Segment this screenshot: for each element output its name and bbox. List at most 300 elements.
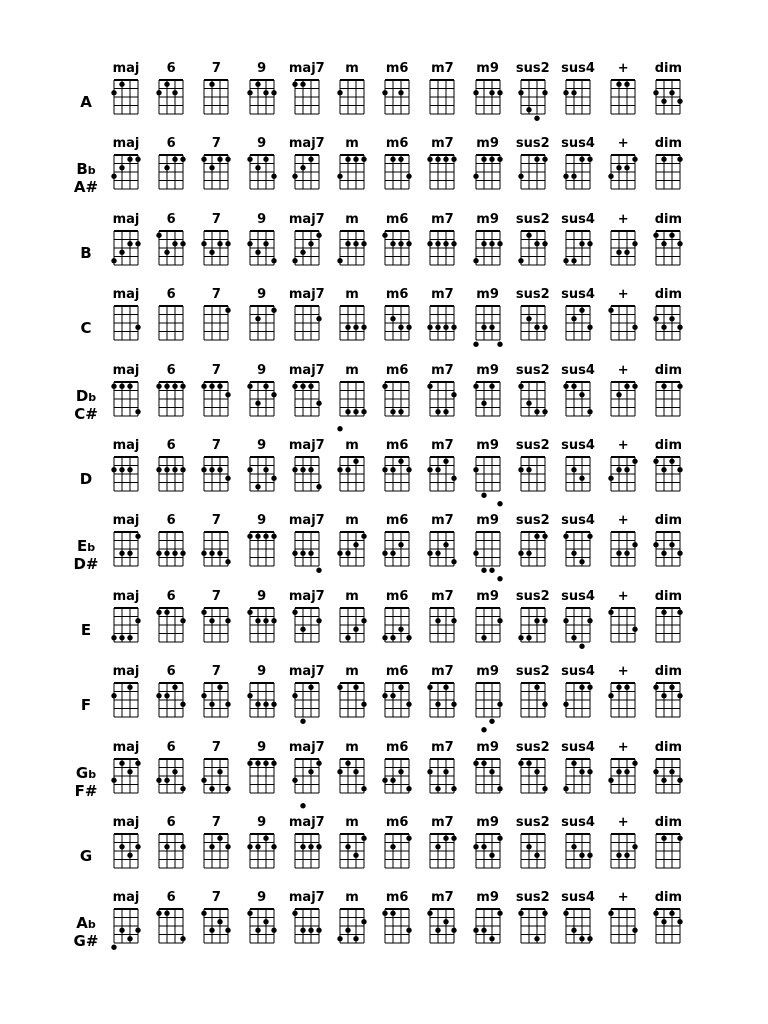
fretboard-grid xyxy=(382,154,412,192)
root-label: Db C# xyxy=(74,386,98,423)
chord-quality-header: maj7 xyxy=(288,739,325,755)
finger-dot xyxy=(670,316,675,321)
chord-diagram xyxy=(653,758,683,796)
fretboard-grid xyxy=(337,531,367,569)
finger-dot xyxy=(247,911,252,916)
finger-dot xyxy=(119,551,124,556)
finger-dot xyxy=(616,467,621,472)
finger-dot xyxy=(271,392,276,397)
finger-dot xyxy=(398,685,403,690)
finger-dot xyxy=(271,618,276,623)
fretboard-grid xyxy=(156,456,186,494)
finger-dot xyxy=(271,476,276,481)
finger-dot xyxy=(662,836,667,841)
finger-dot xyxy=(226,618,231,623)
finger-dot xyxy=(497,157,502,162)
fretboard-grid xyxy=(653,230,683,268)
chord-quality-header: m9 xyxy=(476,438,499,453)
chord-quality-header: m7 xyxy=(431,211,454,227)
finger-dot xyxy=(300,82,305,87)
chord-quality-header: + xyxy=(617,815,629,830)
finger-dot xyxy=(518,90,523,95)
root-label: Bb A# xyxy=(73,160,99,197)
finger-dot xyxy=(489,853,494,858)
finger-dot xyxy=(361,836,366,841)
chord-quality-header: 7 xyxy=(211,739,221,755)
fretboard-grid xyxy=(427,79,457,117)
chord-diagram xyxy=(156,833,186,871)
finger-dot xyxy=(337,258,342,263)
finger-dot xyxy=(489,325,494,330)
root-label: E xyxy=(80,620,92,639)
fretboard-grid xyxy=(518,381,548,419)
fretboard-grid xyxy=(427,531,457,569)
finger-dot xyxy=(292,467,297,472)
finger-dot xyxy=(608,693,613,698)
chord-diagram xyxy=(382,456,412,494)
finger-dot xyxy=(452,476,457,481)
finger-dot xyxy=(563,383,568,388)
finger-dot xyxy=(624,249,629,254)
chord-quality-header: dim xyxy=(654,890,683,906)
chord-quality-header: dim xyxy=(654,513,683,529)
finger-dot xyxy=(518,760,523,765)
finger-dot xyxy=(135,157,140,162)
chord-quality-header: sus2 xyxy=(515,61,550,76)
finger-dot xyxy=(292,383,297,388)
chord-diagram xyxy=(337,607,367,645)
finger-dot xyxy=(534,241,539,246)
finger-dot xyxy=(406,325,411,330)
finger-dot xyxy=(247,534,252,539)
finger-dot xyxy=(444,157,449,162)
finger-dot xyxy=(111,258,116,263)
finger-dot xyxy=(135,241,140,246)
chord-diagram xyxy=(427,908,457,946)
finger-dot xyxy=(662,609,667,614)
finger-dot xyxy=(353,409,358,414)
finger-dot xyxy=(255,165,260,170)
finger-dot xyxy=(127,936,132,941)
finger-dot xyxy=(436,844,441,849)
finger-dot xyxy=(263,760,268,765)
finger-dot xyxy=(247,157,252,162)
fretboard-grid xyxy=(608,531,638,569)
finger-dot xyxy=(263,241,268,246)
finger-dot xyxy=(210,82,215,87)
finger-dot xyxy=(563,618,568,623)
fretboard-grid xyxy=(608,230,638,268)
fretboard-grid xyxy=(382,758,412,796)
finger-dot xyxy=(662,693,667,698)
finger-dot xyxy=(579,643,584,648)
finger-dot xyxy=(271,760,276,765)
finger-dot xyxy=(353,685,358,690)
chord-quality-header: 7 xyxy=(211,890,221,906)
finger-dot xyxy=(202,911,207,916)
finger-dot xyxy=(111,945,116,950)
root-label: C xyxy=(80,319,92,338)
finger-dot xyxy=(481,928,486,933)
finger-dot xyxy=(271,702,276,707)
chord-diagram xyxy=(156,79,186,117)
chord-diagram xyxy=(247,758,277,796)
fretboard-grid xyxy=(292,154,322,192)
chord-diagram xyxy=(473,456,503,494)
chord-quality-header: 9 xyxy=(257,664,267,680)
finger-dot xyxy=(632,760,637,765)
fretboard-grid xyxy=(518,833,548,871)
fretboard-grid xyxy=(337,230,367,268)
finger-dot xyxy=(473,760,478,765)
finger-dot xyxy=(255,844,260,849)
chord-quality-header: sus2 xyxy=(515,739,550,755)
fretboard-grid xyxy=(201,908,231,946)
finger-dot xyxy=(542,409,547,414)
finger-dot xyxy=(390,693,395,698)
finger-dot xyxy=(202,383,207,388)
finger-dot xyxy=(428,769,433,774)
finger-dot xyxy=(390,844,395,849)
chord-quality-header: sus4 xyxy=(561,362,595,378)
finger-dot xyxy=(337,685,342,690)
chord-diagram xyxy=(292,154,322,192)
finger-dot xyxy=(571,467,576,472)
chord-quality-header: m xyxy=(345,362,359,378)
finger-dot xyxy=(247,844,252,849)
fretboard-grid xyxy=(653,79,683,117)
finger-dot xyxy=(135,760,140,765)
fretboard-grid xyxy=(382,305,412,343)
chord-diagram xyxy=(111,456,141,494)
fretboard-grid xyxy=(111,456,141,494)
fretboard-grid xyxy=(292,456,322,494)
finger-dot xyxy=(444,459,449,464)
fretboard-grid xyxy=(473,607,503,645)
chord-diagram xyxy=(563,908,593,946)
finger-dot xyxy=(497,241,502,246)
chord-diagram xyxy=(473,154,503,192)
chord-quality-header: m xyxy=(345,890,359,906)
fretboard-grid xyxy=(608,758,638,796)
finger-dot xyxy=(406,241,411,246)
finger-dot xyxy=(390,241,395,246)
finger-dot xyxy=(670,911,675,916)
chord-quality-header: m7 xyxy=(431,287,454,303)
finger-dot xyxy=(210,928,215,933)
chord-diagram xyxy=(247,833,277,871)
chord-diagram xyxy=(563,531,593,569)
chord-quality-header: m xyxy=(345,287,359,303)
chord-diagram xyxy=(156,456,186,494)
chord-quality-header: 7 xyxy=(211,61,221,76)
finger-dot xyxy=(534,409,539,414)
finger-dot xyxy=(180,467,185,472)
chord-diagram xyxy=(563,758,593,796)
chord-quality-header: + xyxy=(617,890,629,906)
chord-diagram xyxy=(608,758,638,796)
chord-quality-header: 7 xyxy=(211,362,221,378)
finger-dot xyxy=(624,82,629,87)
chord-diagram xyxy=(608,381,638,419)
chord-diagram xyxy=(201,908,231,946)
finger-dot xyxy=(156,90,161,95)
fretboard-grid xyxy=(156,682,186,720)
finger-dot xyxy=(563,534,568,539)
finger-dot xyxy=(316,760,321,765)
chord-diagram xyxy=(382,154,412,192)
fretboard-grid xyxy=(473,758,503,796)
chord-diagram xyxy=(382,381,412,419)
chord-diagram xyxy=(201,607,231,645)
chord-diagram xyxy=(247,230,277,268)
finger-dot xyxy=(534,769,539,774)
chord-quality-header: m7 xyxy=(431,664,454,680)
finger-dot xyxy=(526,316,531,321)
fretboard-grid xyxy=(201,531,231,569)
finger-dot xyxy=(180,844,185,849)
chord-diagram xyxy=(337,531,367,569)
chord-diagram xyxy=(201,305,231,343)
fretboard-grid xyxy=(292,531,322,569)
finger-dot xyxy=(481,325,486,330)
fretboard-grid xyxy=(111,758,141,796)
chord-diagram xyxy=(473,908,503,946)
finger-dot xyxy=(210,467,215,472)
finger-dot xyxy=(172,157,177,162)
finger-dot xyxy=(316,928,321,933)
fretboard-grid xyxy=(653,305,683,343)
chord-diagram xyxy=(111,908,141,946)
chord-diagram xyxy=(201,531,231,569)
chord-diagram xyxy=(201,682,231,720)
fretboard-grid xyxy=(247,908,277,946)
finger-dot xyxy=(542,241,547,246)
finger-dot xyxy=(398,241,403,246)
finger-dot xyxy=(571,551,576,556)
finger-dot xyxy=(345,551,350,556)
fretboard-grid xyxy=(563,682,593,720)
finger-dot xyxy=(481,157,486,162)
finger-dot xyxy=(172,551,177,556)
chord-quality-header: m7 xyxy=(431,890,454,906)
chord-quality-header: maj7 xyxy=(288,588,325,604)
chord-diagram xyxy=(518,758,548,796)
chord-diagram xyxy=(247,682,277,720)
finger-dot xyxy=(452,325,457,330)
finger-dot xyxy=(382,777,387,782)
finger-dot xyxy=(632,325,637,330)
fretboard-grid xyxy=(473,381,503,419)
fretboard-grid xyxy=(111,607,141,645)
fretboard-grid xyxy=(473,456,503,494)
finger-dot xyxy=(497,501,502,506)
finger-dot xyxy=(497,702,502,707)
fretboard-grid xyxy=(156,607,186,645)
finger-dot xyxy=(534,157,539,162)
finger-dot xyxy=(180,241,185,246)
finger-dot xyxy=(526,635,531,640)
finger-dot xyxy=(662,99,667,104)
chord-quality-header: dim xyxy=(654,664,683,680)
finger-dot xyxy=(255,400,260,405)
finger-dot xyxy=(587,618,592,623)
root-label: Ab G# xyxy=(73,914,99,951)
chord-quality-header: maj xyxy=(112,362,140,378)
finger-dot xyxy=(390,777,395,782)
chord-quality-header: 9 xyxy=(257,287,267,303)
fretboard-grid xyxy=(156,531,186,569)
finger-dot xyxy=(218,919,223,924)
fretboard-grid xyxy=(653,682,683,720)
chord-diagram xyxy=(292,908,322,946)
fretboard-grid xyxy=(382,456,412,494)
finger-dot xyxy=(624,853,629,858)
fretboard-grid xyxy=(292,79,322,117)
finger-dot xyxy=(337,551,342,556)
chord-diagram xyxy=(608,531,638,569)
chord-quality-header: m xyxy=(345,438,359,453)
fretboard-grid xyxy=(608,682,638,720)
finger-dot xyxy=(164,911,169,916)
finger-dot xyxy=(444,241,449,246)
finger-dot xyxy=(542,786,547,791)
fretboard-grid xyxy=(608,305,638,343)
chord-quality-header: sus4 xyxy=(561,287,595,303)
finger-dot xyxy=(436,928,441,933)
finger-dot xyxy=(164,844,169,849)
fretboard-grid xyxy=(337,305,367,343)
finger-dot xyxy=(662,777,667,782)
chord-diagram xyxy=(111,154,141,192)
chord-quality-header: + xyxy=(617,588,629,604)
finger-dot xyxy=(662,157,667,162)
finger-dot xyxy=(526,400,531,405)
fretboard-grid xyxy=(382,381,412,419)
finger-dot xyxy=(390,551,395,556)
fretboard-grid xyxy=(563,79,593,117)
finger-dot xyxy=(255,534,260,539)
finger-dot xyxy=(119,82,124,87)
finger-dot xyxy=(316,232,321,237)
fretboard-grid xyxy=(201,230,231,268)
finger-dot xyxy=(654,542,659,547)
finger-dot xyxy=(119,635,124,640)
fretboard-grid xyxy=(337,456,367,494)
finger-dot xyxy=(608,308,613,313)
chord-quality-header: 6 xyxy=(166,136,176,152)
finger-dot xyxy=(563,258,568,263)
finger-dot xyxy=(406,928,411,933)
finger-dot xyxy=(608,911,613,916)
finger-dot xyxy=(353,241,358,246)
finger-dot xyxy=(624,383,629,388)
finger-dot xyxy=(518,911,523,916)
finger-dot xyxy=(390,635,395,640)
finger-dot xyxy=(119,467,124,472)
finger-dot xyxy=(678,99,683,104)
finger-dot xyxy=(111,635,116,640)
finger-dot xyxy=(497,836,502,841)
finger-dot xyxy=(210,165,215,170)
finger-dot xyxy=(518,551,523,556)
finger-dot xyxy=(481,568,486,573)
finger-dot xyxy=(654,316,659,321)
fretboard-grid xyxy=(563,154,593,192)
fretboard-grid xyxy=(247,456,277,494)
chord-diagram xyxy=(473,833,503,871)
finger-dot xyxy=(428,467,433,472)
finger-dot xyxy=(127,635,132,640)
finger-dot xyxy=(172,383,177,388)
fretboard-grid xyxy=(608,908,638,946)
chord-quality-header: m9 xyxy=(476,739,499,755)
fretboard-grid xyxy=(111,230,141,268)
finger-dot xyxy=(345,467,350,472)
fretboard-grid xyxy=(156,79,186,117)
chord-quality-header: m9 xyxy=(476,287,499,303)
chord-quality-header: maj7 xyxy=(288,513,325,529)
finger-dot xyxy=(563,786,568,791)
finger-dot xyxy=(579,769,584,774)
finger-dot xyxy=(337,426,342,431)
finger-dot xyxy=(382,90,387,95)
finger-dot xyxy=(428,911,433,916)
finger-dot xyxy=(452,241,457,246)
finger-dot xyxy=(361,919,366,924)
fretboard-grid xyxy=(563,908,593,946)
chord-quality-header: maj xyxy=(112,588,140,604)
chord-diagram xyxy=(382,607,412,645)
chord-quality-header: sus2 xyxy=(515,136,550,152)
finger-dot xyxy=(218,836,223,841)
fretboard-grid xyxy=(337,682,367,720)
chord-quality-header: 7 xyxy=(211,513,221,529)
chord-quality-header: m6 xyxy=(385,287,409,303)
fretboard-grid xyxy=(201,607,231,645)
chord-quality-header: maj7 xyxy=(288,815,325,830)
chord-quality-header: sus2 xyxy=(515,287,550,303)
chord-quality-header: dim xyxy=(654,211,683,227)
finger-dot xyxy=(571,316,576,321)
finger-dot xyxy=(398,459,403,464)
finger-dot xyxy=(436,467,441,472)
finger-dot xyxy=(473,258,478,263)
finger-dot xyxy=(670,90,675,95)
finger-dot xyxy=(526,844,531,849)
finger-dot xyxy=(654,459,659,464)
chord-quality-header: 9 xyxy=(257,815,267,830)
finger-dot xyxy=(263,702,268,707)
finger-dot xyxy=(218,769,223,774)
finger-dot xyxy=(534,325,539,330)
fretboard-grid xyxy=(427,305,457,343)
chord-diagram xyxy=(427,79,457,117)
chord-quality-header: maj7 xyxy=(288,136,325,152)
chord-quality-header: dim xyxy=(654,362,683,378)
finger-dot xyxy=(271,928,276,933)
finger-dot xyxy=(428,157,433,162)
finger-dot xyxy=(202,551,207,556)
fretboard-grid xyxy=(427,758,457,796)
finger-dot xyxy=(353,157,358,162)
finger-dot xyxy=(271,258,276,263)
finger-dot xyxy=(436,551,441,556)
finger-dot xyxy=(390,409,395,414)
fretboard-grid xyxy=(247,154,277,192)
fretboard-grid xyxy=(292,305,322,343)
finger-dot xyxy=(428,383,433,388)
